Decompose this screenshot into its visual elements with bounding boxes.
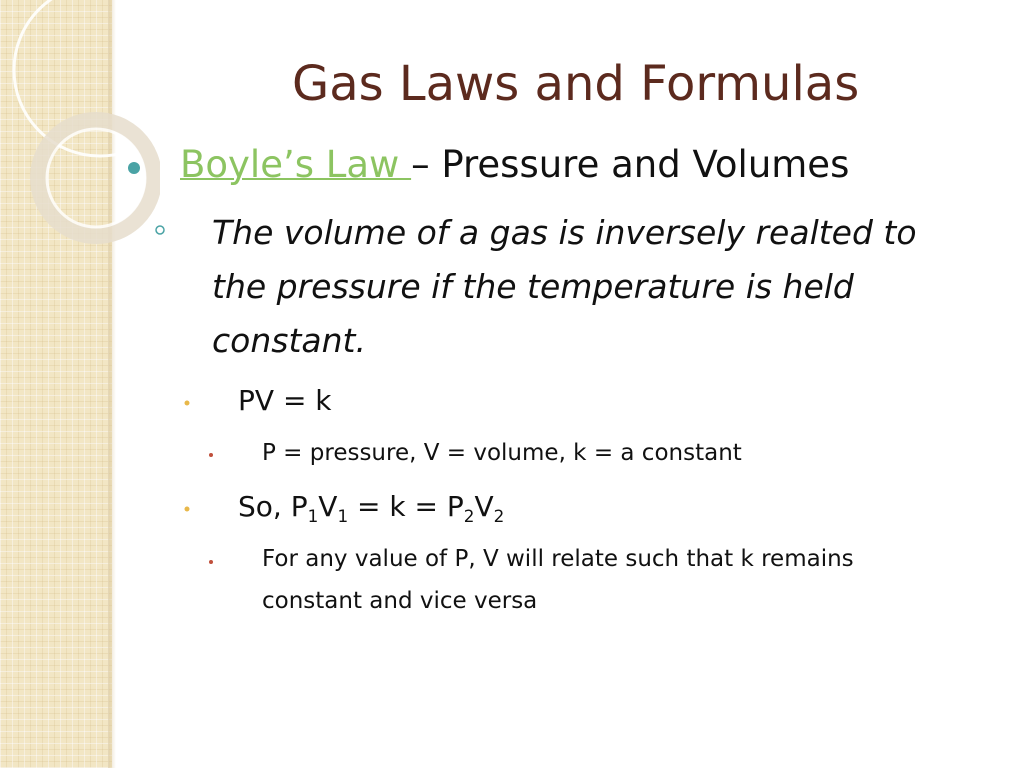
subscript: 2	[463, 505, 475, 526]
definition-line-2: the pressure if the temperature is held	[212, 267, 854, 306]
bullet-boyles-law	[180, 143, 849, 186]
formula-definitions: P = pressure, V = volume, k = a constant	[262, 440, 742, 466]
subscript: 1	[337, 505, 349, 526]
bullet-small-dot-icon	[207, 558, 215, 566]
formula-text: = k = P	[348, 490, 464, 523]
subscript: 2	[493, 505, 505, 526]
bullet-small-dot-icon	[183, 399, 191, 407]
decorative-rings	[0, 0, 160, 260]
subscript: 1	[307, 505, 319, 526]
formula-boyles-relation	[238, 490, 505, 526]
definition-line-3: constant.	[212, 321, 366, 360]
formula-text: V	[474, 490, 494, 523]
explanation-line-2: constant and vice versa	[262, 588, 538, 614]
ring-thick	[38, 120, 154, 236]
slide-title: Gas Laws and Formulas	[292, 56, 860, 112]
boyles-law-link[interactable]: Boyle’s Law	[180, 143, 412, 186]
bullet-dot-icon	[127, 161, 141, 175]
ring-thick-highlight	[47, 129, 145, 227]
boyles-law-description: – Pressure and Volumes	[411, 143, 850, 186]
bullet-small-dot-icon	[207, 451, 215, 459]
bullet-ring-icon	[154, 224, 166, 236]
bullet-small-dot-icon	[183, 505, 191, 513]
formula-pv-k: PV = k	[238, 384, 332, 417]
definition-line-1: The volume of a gas is inversely realted to	[212, 213, 917, 252]
formula-text: V	[318, 490, 338, 523]
formula-text: So, P	[238, 490, 308, 523]
explanation-line-1: For any value of P, V will relate such that k remains	[262, 546, 854, 572]
